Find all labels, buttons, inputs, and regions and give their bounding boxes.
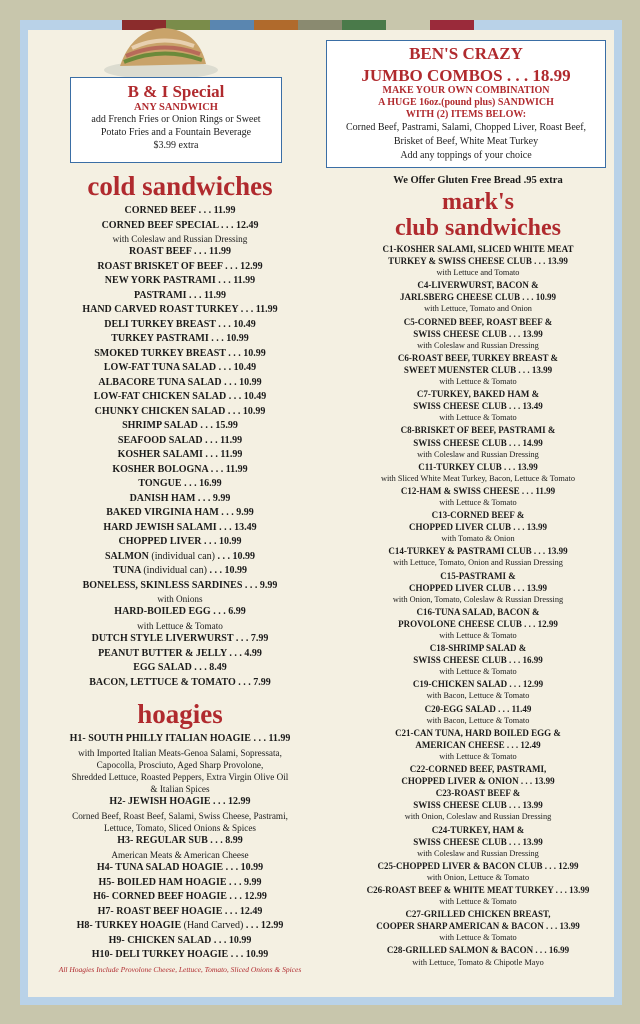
club-item-detail: with Lettuce & Tomato [439, 413, 517, 423]
menu-item: SHRIMP SALAD . . . 15.99 [122, 420, 238, 432]
menu-item: H8- TURKEY HOAGIE (Hand Carved) . . . 12.99 [76, 920, 284, 932]
bens-title-2: JUMBO COMBOS . . . 18.99 [361, 66, 571, 85]
menu-item: KOSHER BOLOGNA . . . 11.99 [112, 463, 248, 475]
club-item: C6-ROAST BEEF, TURKEY BREAST & [397, 352, 559, 363]
menu-item: CORNED BEEF . . . 11.99 [124, 205, 236, 216]
bens-desc-3: Add any toppings of your choice [400, 150, 532, 161]
club-item: C7-TURKEY, BAKED HAM & [416, 389, 540, 400]
menu-item: BONELESS, SKINLESS SARDINES . . . 9.99 [82, 579, 278, 591]
menu-item: DANISH HAM . . . 9.99 [129, 492, 231, 504]
stripe-segment [298, 20, 342, 30]
menu-item: TURKEY PASTRAMI . . . 10.99 [111, 333, 249, 345]
club-item-detail: with Onion, Lettuce & Tomato [426, 872, 530, 882]
menu-item-detail: Lettuce, Tomato, Sliced Onions & Spices [103, 823, 257, 834]
menu-item: ROAST BRISKET OF BEEF . . . 12.99 [97, 260, 263, 272]
club-item-detail: with Bacon, Lettuce & Tomato [426, 691, 530, 701]
club-item: C25-CHOPPED LIVER & BACON CLUB . . . 12.99 [377, 860, 579, 871]
club-heading-1: mark's [442, 189, 514, 215]
club-item-detail: with Lettuce and Tomato [436, 268, 520, 278]
hoagies-heading: hoagies [137, 699, 223, 730]
club-item: JARLSBERG CHEESE CLUB . . . 10.99 [399, 292, 557, 303]
right-column [333, 172, 623, 969]
club-item: C4-LIVERWURST, BACON & [417, 280, 539, 291]
left-column [30, 168, 330, 974]
club-item: SWISS CHEESE CLUB . . . 16.99 [413, 655, 543, 666]
club-item-detail: with Onion, Coleslaw and Russian Dressing [404, 812, 552, 822]
menu-item-detail: Shredded Lettuce, Roasted Peppers, Extra Virgin Olive Oil [71, 772, 289, 783]
stripe-segment [386, 20, 430, 30]
club-item-detail: with Bacon, Lettuce & Tomato [426, 715, 530, 725]
club-item: PROVOLONE CHEESE CLUB . . . 12.99 [398, 618, 558, 629]
club-item-detail: with Onion, Tomato, Coleslaw & Russian Dressing [392, 594, 564, 604]
club-item: CHOPPED LIVER CLUB . . . 13.99 [408, 522, 547, 533]
gluten-free-note: We Offer Gluten Free Bread .95 extra [393, 175, 563, 186]
menu-item: HARD-BOILED EGG . . . 6.99 [114, 606, 246, 618]
menu-item-detail: with Onions [157, 594, 203, 605]
club-item-detail: with Lettuce, Tomato and Onion [424, 304, 532, 314]
club-item: C26-ROAST BEEF & WHITE MEAT TURKEY . . . 13.99 [366, 884, 590, 895]
menu-item: BACON, LETTUCE & TOMATO . . . 7.99 [89, 676, 271, 688]
bens-red-3: WITH (2) ITEMS BELOW: [405, 109, 527, 120]
club-item: CHOPPED LIVER & ONION . . . 13.99 [401, 776, 555, 787]
club-item: SWISS CHEESE CLUB . . . 13.99 [413, 836, 543, 847]
club-item-detail: with Lettuce & Tomato [439, 667, 517, 677]
menu-item: LOW-FAT CHICKEN SALAD . . . 10.49 [93, 391, 267, 403]
menu-item: TUNA (individual can) . . . 10.99 [113, 565, 247, 577]
club-item-detail: with Coleslaw and Russian Dressing [417, 848, 539, 858]
bi-special-desc-2: Potato Fries and a Fountain Beverage [100, 127, 252, 138]
menu-item: H1- SOUTH PHILLY ITALIAN HOAGIE . . . 11.99 [69, 733, 291, 745]
bi-special-price: $3.99 extra [153, 140, 199, 151]
menu-item: PASTRAMI . . . 11.99 [133, 289, 227, 301]
bi-special-subtitle: ANY SANDWICH [134, 102, 218, 113]
club-item: C12-HAM & SWISS CHEESE . . . 11.99 [400, 485, 556, 496]
club-item-detail: with Lettuce & Tomato [439, 377, 517, 387]
hoagie-note: All Hoagies Include Provolone Cheese, Lettuce, Tomato, Sliced Onions & Spices [58, 964, 302, 974]
club-item-detail: with Coleslaw and Russian Dressing [417, 449, 539, 459]
menu-item: ROAST BEEF . . . 11.99 [129, 246, 231, 258]
club-item: C20-EGG SALAD . . . 11.49 [424, 703, 532, 714]
menu-item: H6- CORNED BEEF HOAGIE . . . 12.99 [93, 891, 267, 903]
menu-item: ALBACORE TUNA SALAD . . . 10.99 [98, 376, 262, 388]
sandwich-image [102, 24, 220, 80]
bens-desc-1: Corned Beef, Pastrami, Salami, Chopped Liver, Roast Beef, [345, 122, 587, 133]
club-item: C22-CORNED BEEF, PASTRAMI, [409, 764, 547, 775]
menu-item: H2- JEWISH HOAGIE . . . 12.99 [109, 796, 251, 808]
menu-item: KOSHER SALAMI . . . 11.99 [117, 449, 243, 461]
menu-item: H4- TUNA SALAD HOAGIE . . . 10.99 [96, 862, 264, 874]
menu-item: SALMON (individual can) . . . 10.99 [105, 550, 255, 562]
club-item: C11-TURKEY CLUB . . . 13.99 [418, 461, 538, 472]
club-item: C13-CORNED BEEF & [431, 510, 525, 521]
club-item: C19-CHICKEN SALAD . . . 12.99 [412, 679, 544, 690]
menu-item-detail: American Meats & American Cheese [111, 849, 249, 860]
club-item-detail: with Lettuce & Tomato [439, 897, 517, 907]
menu-item: H10- DELI TURKEY HOAGIE . . . 10.99 [91, 949, 269, 961]
club-heading-2: club sandwiches [394, 215, 562, 241]
menu-item: LOW-FAT TUNA SALAD . . . 10.49 [103, 362, 257, 374]
club-item: TURKEY & SWISS CHEESE CLUB . . . 13.99 [388, 256, 568, 267]
club-item-detail: with Sliced White Meat Turkey, Bacon, Lettuce & Tomato [381, 473, 575, 483]
cold-sandwich-list [30, 204, 330, 690]
menu-item-qualifier: (Hand Carved) [183, 920, 244, 932]
menu-item: DUTCH STYLE LIVERWURST . . . 7.99 [91, 633, 269, 645]
club-sandwich-list [333, 243, 623, 969]
club-item: C14-TURKEY & PASTRAMI CLUB . . . 13.99 [388, 546, 568, 557]
hoagie-list [30, 732, 330, 962]
menu-item-detail: with Coleslaw and Russian Dressing [112, 234, 248, 244]
menu-item-detail: Capocolla, Prosciuto, Aged Sharp Provolone, [96, 759, 264, 770]
menu-item: EGG SALAD . . . 8.49 [133, 662, 227, 674]
stripe-segment [254, 20, 298, 30]
bens-combo-box [326, 40, 606, 168]
menu-item: PEANUT BUTTER & JELLY . . . 4.99 [98, 647, 262, 659]
menu-item: H7- ROAST BEEF HOAGIE . . . 12.49 [97, 905, 263, 917]
club-item: SWISS CHEESE CLUB . . . 13.99 [413, 800, 543, 811]
club-item: SWISS CHEESE CLUB . . . 14.99 [413, 437, 543, 448]
club-item-detail: with Lettuce, Tomato & Chipotle Mayo [412, 957, 544, 967]
club-item: C27-GRILLED CHICKEN BREAST, [405, 909, 551, 920]
club-item: C21-CAN TUNA, HARD BOILED EGG & [395, 727, 561, 738]
menu-item: BAKED VIRGINIA HAM . . . 9.99 [106, 507, 254, 519]
menu-item: H9- CHICKEN SALAD . . . 10.99 [108, 934, 252, 946]
menu-item: CHUNKY CHICKEN SALAD . . . 10.99 [94, 405, 266, 417]
club-item: CHOPPED LIVER CLUB . . . 13.99 [408, 582, 547, 593]
menu-item: HAND CARVED ROAST TURKEY . . . 11.99 [82, 304, 278, 316]
club-item: C5-CORNED BEEF, ROAST BEEF & [403, 316, 553, 327]
club-item-detail: with Lettuce & Tomato [439, 933, 517, 943]
menu-item: CORNED BEEF SPECIAL . . . 12.49 [101, 219, 259, 231]
menu-item: SMOKED TURKEY BREAST . . . 10.99 [94, 347, 266, 359]
bens-red-2: A HUGE 16oz.(pound plus) SANDWICH [378, 97, 554, 108]
menu-item-qualifier: (individual can) [143, 565, 207, 577]
club-item: C1-KOSHER SALAMI, SLICED WHITE MEAT [382, 244, 574, 254]
club-item: C24-TURKEY, HAM & [431, 824, 525, 835]
club-item-detail: with Lettuce & Tomato [439, 751, 517, 761]
menu-item-detail: & Italian Spices [150, 784, 210, 795]
club-item: SWISS CHEESE CLUB . . . 13.99 [413, 328, 543, 339]
menu-item: CHOPPED LIVER . . . 10.99 [118, 536, 242, 548]
menu-item: DELI TURKEY BREAST . . . 10.49 [104, 318, 256, 330]
bens-desc-2: Brisket of Beef, White Meat Turkey [393, 136, 539, 147]
stripe-segment [342, 20, 386, 30]
club-item-detail: with Lettuce, Tomato, Onion and Russian Dressing [393, 558, 563, 568]
club-item-detail: with Lettuce & Tomato [439, 497, 517, 507]
stripe-segment [430, 20, 474, 30]
cold-sandwiches-heading: cold sandwiches [87, 171, 273, 201]
menu-item: NEW YORK PASTRAMI . . . 11.99 [104, 275, 256, 287]
bi-special-title: B & I Special [127, 82, 225, 101]
club-item: C16-TUNA SALAD, BACON & [416, 606, 540, 617]
menu-item: HARD JEWISH SALAMI . . . 13.49 [103, 521, 257, 533]
club-item: C28-GRILLED SALMON & BACON . . . 16.99 [386, 945, 570, 956]
menu-item: H5- BOILED HAM HOAGIE . . . 9.99 [98, 876, 262, 888]
bi-special-desc-1: add French Fries or Onion Rings or Sweet [91, 114, 261, 125]
menu-item-qualifier: (individual can) [151, 550, 215, 562]
club-item: C8-BRISKET OF BEEF, PASTRAMI & [400, 425, 556, 436]
club-item-detail: with Lettuce & Tomato [439, 631, 517, 640]
menu-item-detail: Corned Beef, Roast Beef, Salami, Swiss Cheese, Pastrami, [72, 810, 288, 821]
club-item: C15-PASTRAMI & [440, 570, 516, 581]
menu-item-detail: with Lettuce & Tomato [137, 620, 223, 631]
menu-item: SEAFOOD SALAD . . . 11.99 [117, 434, 243, 446]
club-item: C18-SHRIMP SALAD & [429, 643, 527, 654]
club-item-detail: with Tomato & Onion [441, 534, 515, 544]
club-item: AMERICAN CHEESE . . . 12.49 [415, 739, 541, 750]
club-item: COOPER SHARP AMERICAN & BACON . . . 13.99 [376, 921, 580, 932]
bens-title-1: BEN'S CRAZY [409, 44, 523, 63]
bens-red-1: MAKE YOUR OWN COMBINATION [382, 85, 550, 96]
menu-item-detail: with Imported Italian Meats-Genoa Salami, Sopressata, [78, 747, 282, 758]
bi-special-box [70, 77, 282, 163]
club-item: SWEET MUENSTER CLUB . . . 13.99 [403, 364, 553, 375]
menu-item: H3- REGULAR SUB . . . 8.99 [117, 835, 243, 847]
club-item-detail: with Coleslaw and Russian Dressing [417, 340, 539, 350]
club-item: SWISS CHEESE CLUB . . . 13.49 [413, 401, 543, 412]
menu-item: TONGUE . . . 16.99 [138, 478, 222, 490]
club-item: C23-ROAST BEEF & [435, 788, 521, 799]
